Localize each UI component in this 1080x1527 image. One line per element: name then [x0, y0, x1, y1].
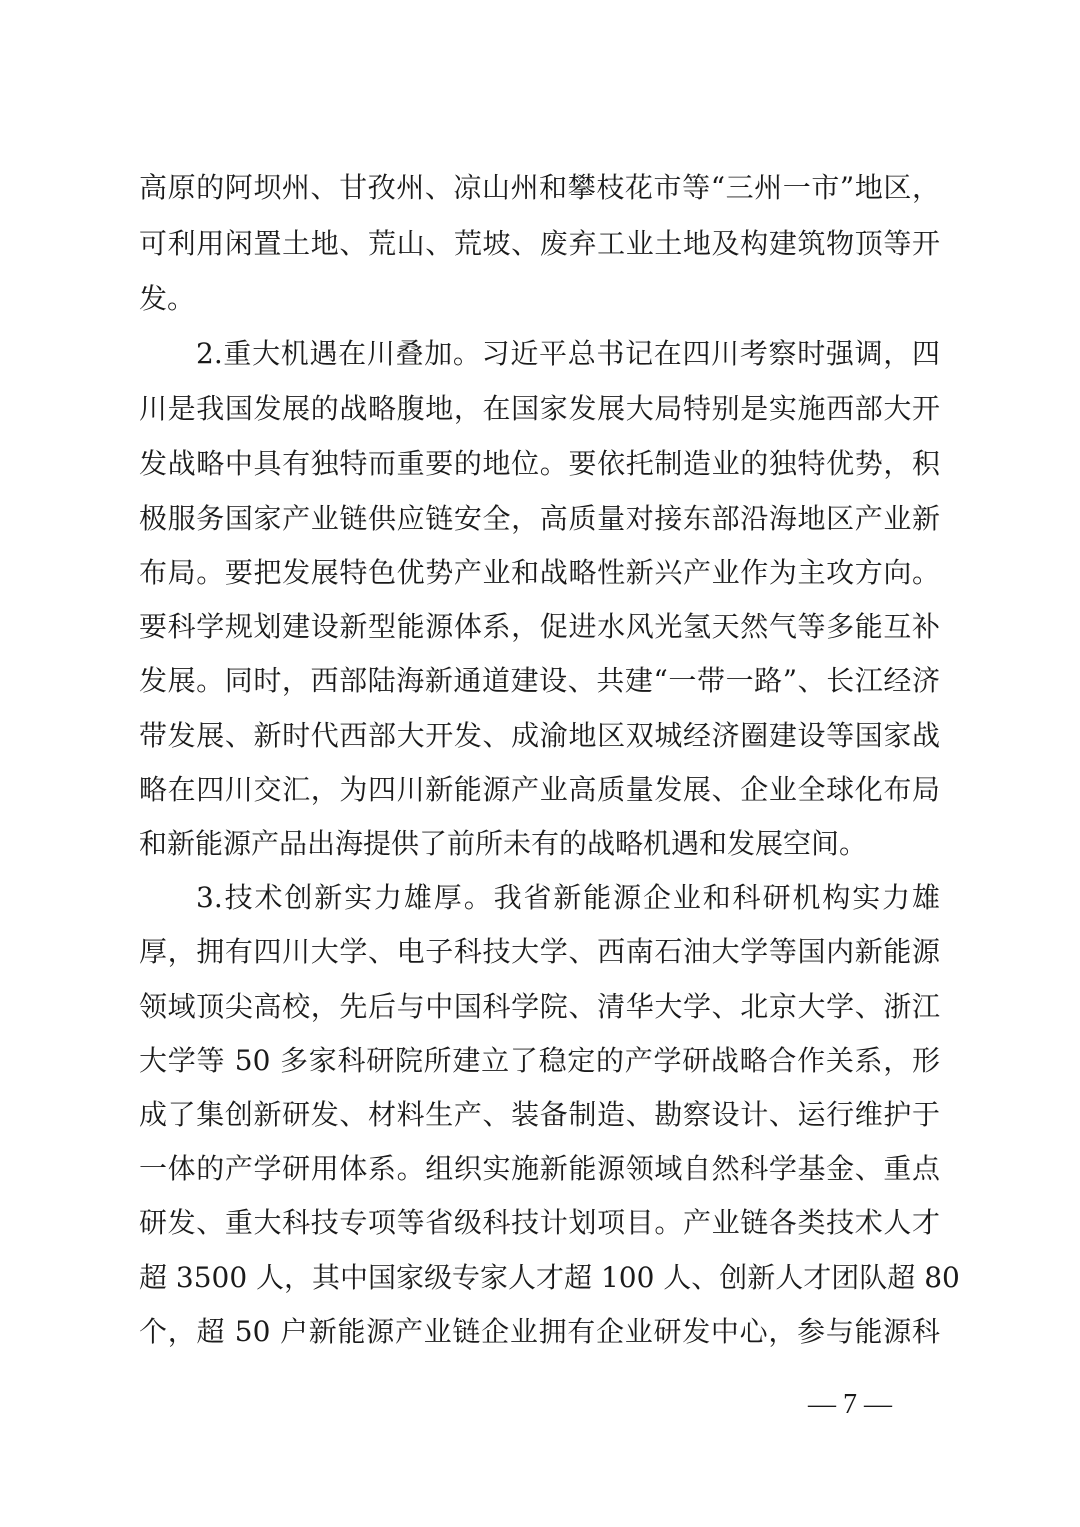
text-line: 厚，拥有四川大学、电子科技大学、西南石油大学等国内新能源	[139, 935, 940, 968]
page-number: — 7 —	[808, 1389, 892, 1420]
text-line: 领域顶尖高校，先后与中国科学院、清华大学、北京大学、浙江	[139, 990, 940, 1023]
text-line: 布局。要把发展特色优势产业和战略性新兴产业作为主攻方向。	[139, 556, 940, 589]
text-line: 略在四川交汇，为四川新能源产业高质量发展、企业全球化布局	[139, 773, 940, 806]
paragraph-3-heading-line: 3.技术创新实力雄厚。我省新能源企业和科研机构实力雄	[196, 881, 940, 914]
paragraph-2-heading-line: 2.重大机遇在川叠加。习近平总书记在四川考察时强调，四	[196, 337, 940, 370]
text-line: 要科学规划建设新型能源体系，促进水风光氢天然气等多能互补	[139, 610, 940, 643]
text-line: 超 3500 人，其中国家级专家人才超 100 人、创新人才团队超 80	[139, 1261, 960, 1294]
text-line: 一体的产学研用体系。组织实施新能源领域自然科学基金、重点	[139, 1152, 940, 1185]
text-line: 可利用闲置土地、荒山、荒坡、废弃工业土地及构建筑物顶等开	[139, 227, 940, 260]
text-line: 发战略中具有独特而重要的地位。要依托制造业的独特优势，积	[139, 447, 940, 480]
text-line: 成了集创新研发、材料生产、装备制造、勘察设计、运行维护于	[139, 1098, 940, 1131]
text-line: 川是我国发展的战略腹地，在国家发展大局特别是实施西部大开	[139, 392, 940, 425]
text-line: 研发、重大科技专项等省级科技计划项目。产业链各类技术人才	[139, 1206, 940, 1239]
text-line: 高原的阿坝州、甘孜州、凉山州和攀枝花市等“三州一市”地区，	[139, 171, 940, 204]
text-line: 发。	[139, 282, 196, 315]
text-line: 带发展、新时代西部大开发、成渝地区双城经济圈建设等国家战	[139, 719, 940, 752]
text-line: 大学等 50 多家科研院所建立了稳定的产学研战略合作关系，形	[139, 1044, 940, 1077]
text-line: 发展。同时，西部陆海新通道建设、共建“一带一路”、长江经济	[139, 664, 940, 697]
text-line: 极服务国家产业链供应链安全，高质量对接东部沿海地区产业新	[139, 502, 940, 535]
text-line: 个，超 50 户新能源产业链企业拥有企业研发中心，参与能源科	[139, 1315, 940, 1348]
text-line: 和新能源产品出海提供了前所未有的战略机遇和发展空间。	[139, 827, 868, 860]
